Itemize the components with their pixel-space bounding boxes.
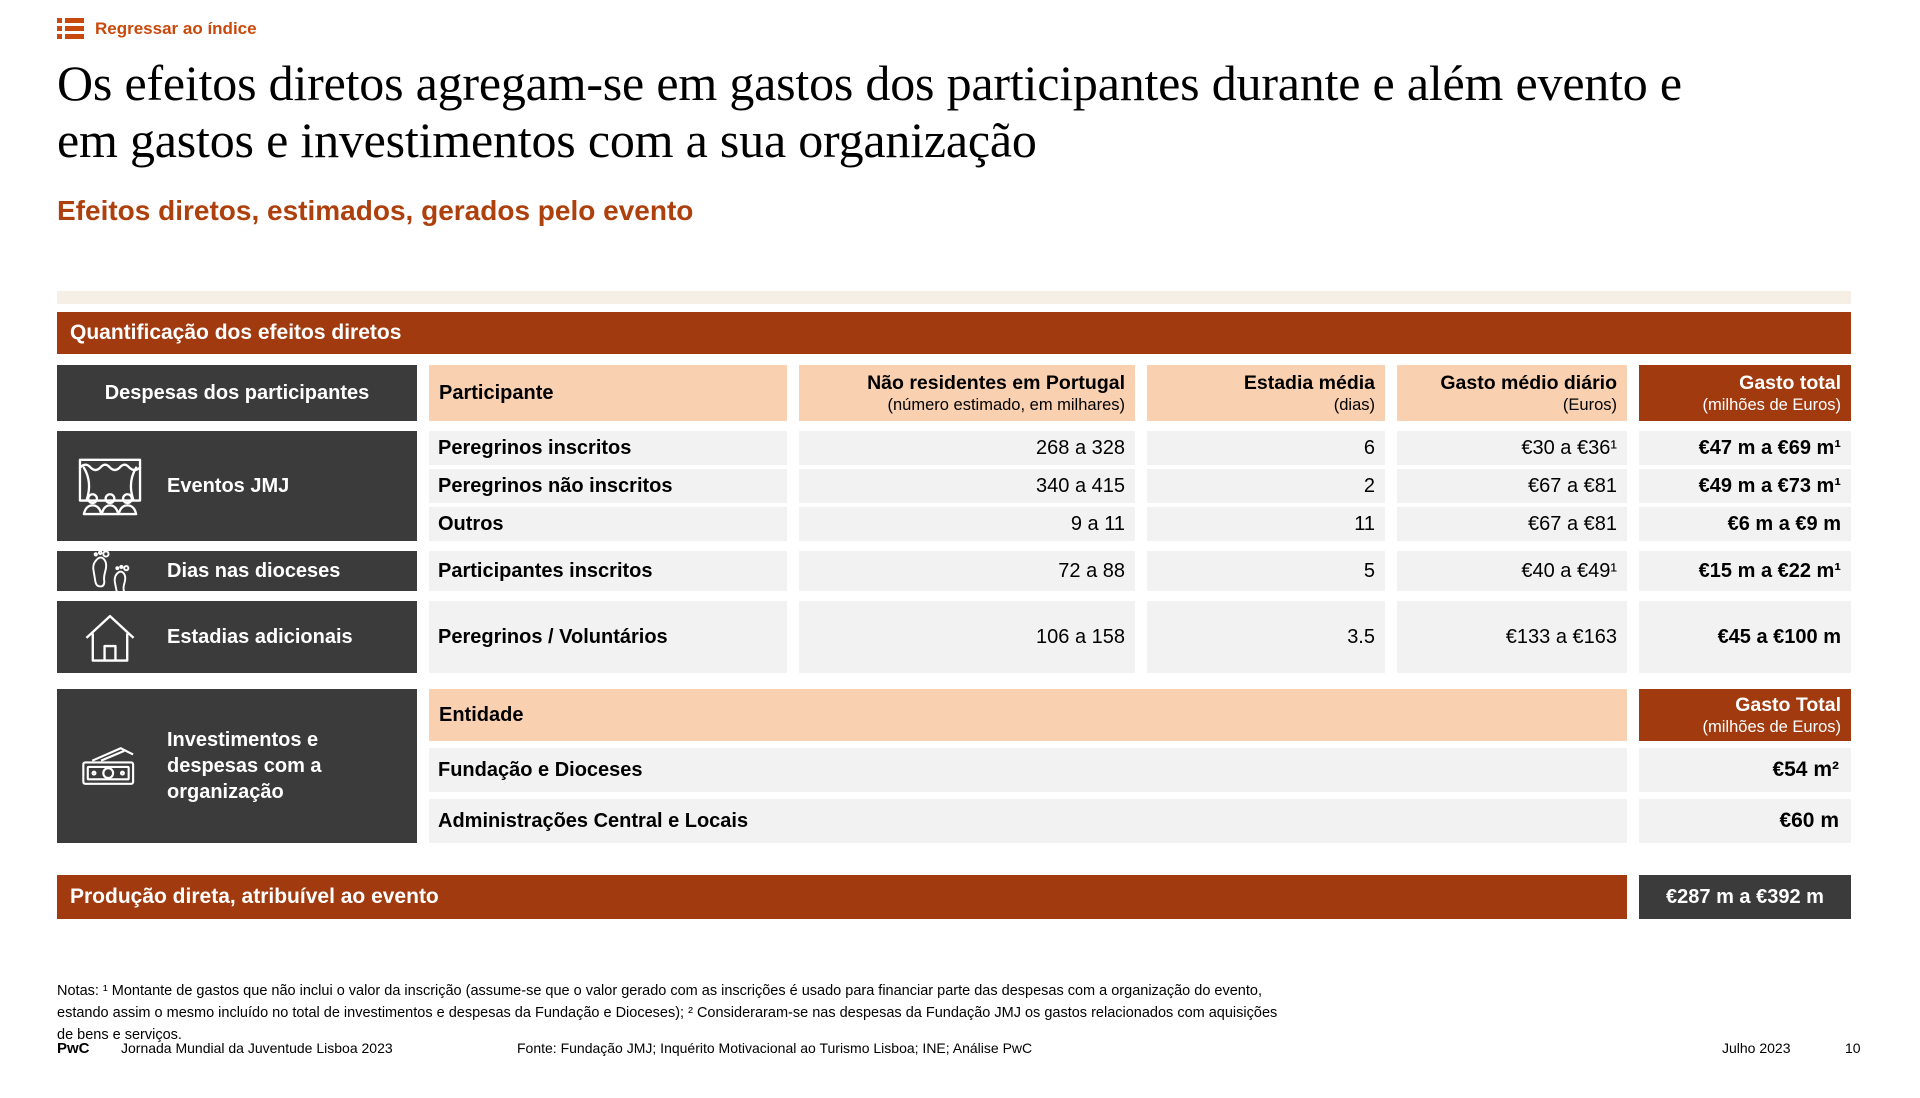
row-total-spend: €15 m a €22 m¹ [1639,551,1851,591]
section-label-investimentos [57,689,417,843]
header-gasto-total-org-sub: (milhões de Euros) [1702,717,1841,736]
header-despesas-participantes: Despesas dos participantes [57,365,417,421]
row-total-spend: €47 m a €69 m¹ [1639,431,1851,465]
header-participante: Participante [429,365,787,421]
section-label-estadias-adicionais [57,601,417,673]
org-row-total: €60 m [1639,799,1851,843]
row-total-spend: €45 a €100 m [1639,601,1851,673]
header-nao-residentes [799,365,1135,421]
row-non-residents: 9 a 11 [799,507,1135,541]
footnotes: Notas: ¹ Montante de gastos que não inclui o valor da inscrição (assume-se que o valor gerado com as inscrições é usado para financiar parte das despesas com a organização do evento, estando assim o mesmo incluído no total de investimentos e despesas da Fundação e Dioceses); ² Consideraram-se nas despesas da Fundação JMJ os gastos relacionados com aquisições de bens e serviços. [57,983,1278,1043]
slide-footer [0,1040,1920,1060]
header-gasto-medio-sub: (Euros) [1562,395,1617,414]
page-subtitle: Efeitos diretos, estimados, gerados pelo evento [57,195,694,226]
row-non-residents: 268 a 328 [799,431,1135,465]
header-estadia-media-sub: (dias) [1333,395,1375,414]
section-label-text: Eventos JMJ [167,475,290,497]
row-non-residents: 72 a 88 [799,551,1135,591]
table-banner [57,312,1851,354]
row-total-spend: €6 m a €9 m [1639,507,1851,541]
page-title: Os efeitos diretos agregam-se em gastos dos participantes durante e além evento e em gastos e investimentos com a sua organização [57,55,1682,168]
back-to-index-label[interactable]: Regressar ao índice [95,18,257,38]
row-non-residents: 106 a 158 [799,601,1135,673]
row-participant: Peregrinos inscritos [429,431,787,465]
row-daily-spend: €40 a €49¹ [1397,551,1627,591]
house-icon [69,608,151,666]
row-participant: Outros [429,507,787,541]
header-gasto-medio-main: Gasto médio diário [1440,371,1617,394]
row-stay: 5 [1147,551,1385,591]
row-stay: 11 [1147,507,1385,541]
header-estadia-media [1147,365,1385,421]
table-header-row [57,365,1851,421]
header-gasto-total-main: Gasto total [1739,371,1841,394]
section-dias-nas-dioceses [57,551,1851,591]
row-non-residents: 340 a 415 [799,469,1135,503]
row-stay: 6 [1147,431,1385,465]
row-participant: Peregrinos não inscritos [429,469,787,503]
table-banner-label: Quantificação dos efeitos diretos [70,321,402,344]
footer-page-number: 10 [1845,1040,1861,1056]
production-total-value: €287 m a €392 m [1639,875,1851,919]
row-participant: Peregrinos / Voluntários [429,601,787,673]
back-to-index-link[interactable] [57,18,257,39]
row-daily-spend: €67 a €81 [1397,507,1627,541]
section-label-text: Estadias adicionais [167,626,353,648]
section-estadias-adicionais [57,601,1851,673]
section-label-dias-dioceses [57,551,417,591]
org-row-entity: Fundação e Dioceses [429,748,1627,792]
header-entidade: Entidade [429,689,1627,741]
section-eventos-jmj [57,431,1851,541]
section-label-eventos-jmj [57,431,417,541]
footer-project: Jornada Mundial da Juventude Lisboa 2023 [121,1040,393,1056]
footer-date: Julho 2023 [1722,1040,1791,1056]
footprints-icon [69,545,151,597]
production-total-label: Produção direta, atribuível ao evento [57,875,1627,919]
section-label-text: Dias nas dioceses [167,560,341,582]
row-total-spend: €49 m a €73 m¹ [1639,469,1851,503]
header-gasto-total-org [1639,689,1851,741]
stage-curtain-audience-icon [69,455,151,517]
section-investimentos [57,689,1851,843]
header-nao-residentes-sub: (número estimado, em milhares) [887,395,1125,414]
row-daily-spend: €133 a €163 [1397,601,1627,673]
list-index-icon [57,18,84,39]
header-gasto-total [1639,365,1851,421]
row-stay: 3.5 [1147,601,1385,673]
section-divider-strip [57,291,1851,304]
pwc-logo: PwC [57,1040,90,1057]
header-gasto-medio [1397,365,1627,421]
section-label-text: Investimentos e despesas com a organização [167,729,322,803]
row-stay: 2 [1147,469,1385,503]
header-gasto-total-sub: (milhões de Euros) [1702,395,1841,414]
org-row-entity: Administrações Central e Locais [429,799,1627,843]
org-row-total: €54 m² [1639,748,1851,792]
footer-source: Fonte: Fundação JMJ; Inquérito Motivacional ao Turismo Lisboa; INE; Análise PwC [517,1040,1033,1056]
row-participant: Participantes inscritos [429,551,787,591]
production-total-bar [57,875,1851,919]
row-daily-spend: €67 a €81 [1397,469,1627,503]
header-estadia-media-main: Estadia média [1243,371,1375,394]
header-gasto-total-org-main: Gasto Total [1735,693,1841,716]
header-nao-residentes-main: Não residentes em Portugal [867,371,1125,394]
banknotes-icon [69,741,151,791]
row-daily-spend: €30 a €36¹ [1397,431,1627,465]
